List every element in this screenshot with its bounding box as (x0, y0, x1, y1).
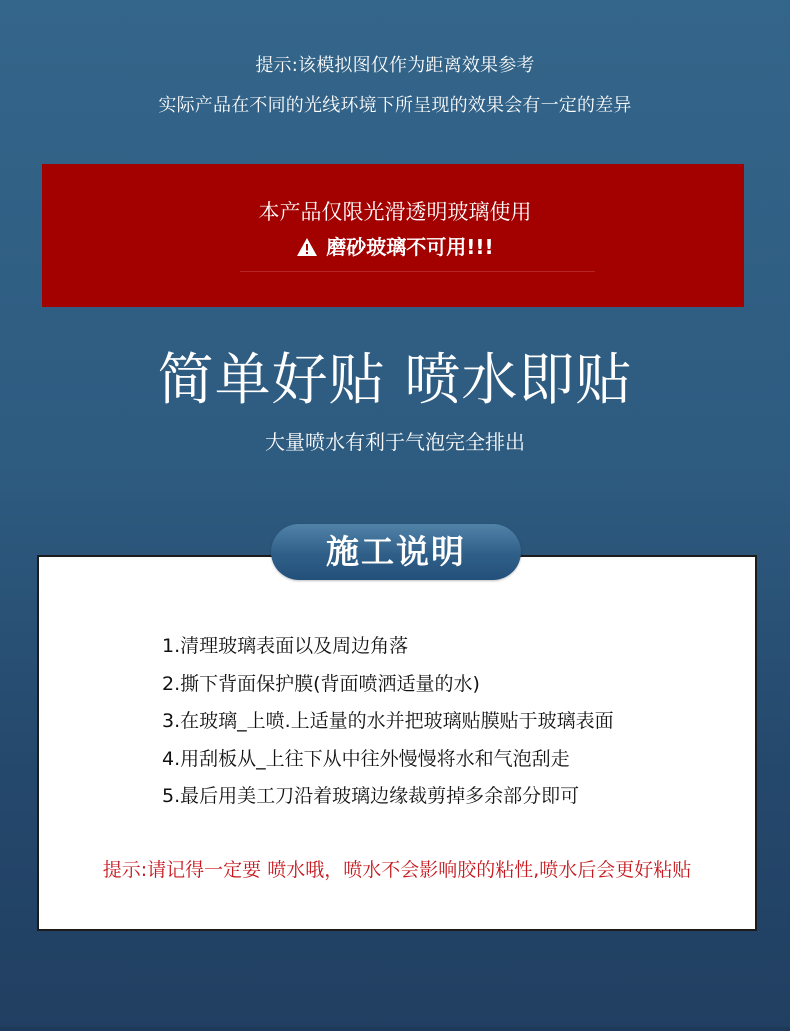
instructions-title: 施工说明 (326, 532, 466, 571)
warning-text-primary: 本产品仅限光滑透明玻璃使用 (258, 200, 532, 224)
warning-divider (240, 271, 595, 272)
notice-line-2: 实际产品在不同的光线环境下所呈现的效果会有一定的差异 (158, 95, 632, 116)
bottom-strip (0, 1027, 790, 1031)
step-2: 2.撕下背面保护膜(背面喷洒适量的水) (162, 672, 480, 695)
step-1: 1.清理玻璃表面以及周边角落 (162, 635, 409, 657)
notice-line-1: 提示:该模拟图仅作为距离效果参考 (255, 55, 535, 76)
spray-water-tip: 提示:请记得一定要 喷水哦，喷水不会影响胶的粘性,喷水后会更好粘贴 (102, 859, 692, 881)
instructions-steps (162, 628, 614, 816)
warning-frosted-glass-text: 磨砂玻璃不可用!!! (326, 235, 494, 259)
headline-subtitle: 大量喷水有利于气泡完全排出 (265, 430, 525, 454)
step-4: 4.用刮板从_上往下从中往外慢慢将水和气泡刮走 (162, 747, 570, 770)
warning-text-secondary (0, 233, 790, 264)
step-3: 3.在玻璃_上喷.上适量的水并把玻璃贴膜贴于玻璃表面 (162, 710, 614, 732)
step-5: 5.最后用美工刀沿着玻璃边缘裁剪掉多余部分即可 (162, 785, 580, 807)
warning-triangle-icon (296, 236, 318, 264)
headline-title: 简单好贴 喷水即贴 (157, 348, 633, 413)
